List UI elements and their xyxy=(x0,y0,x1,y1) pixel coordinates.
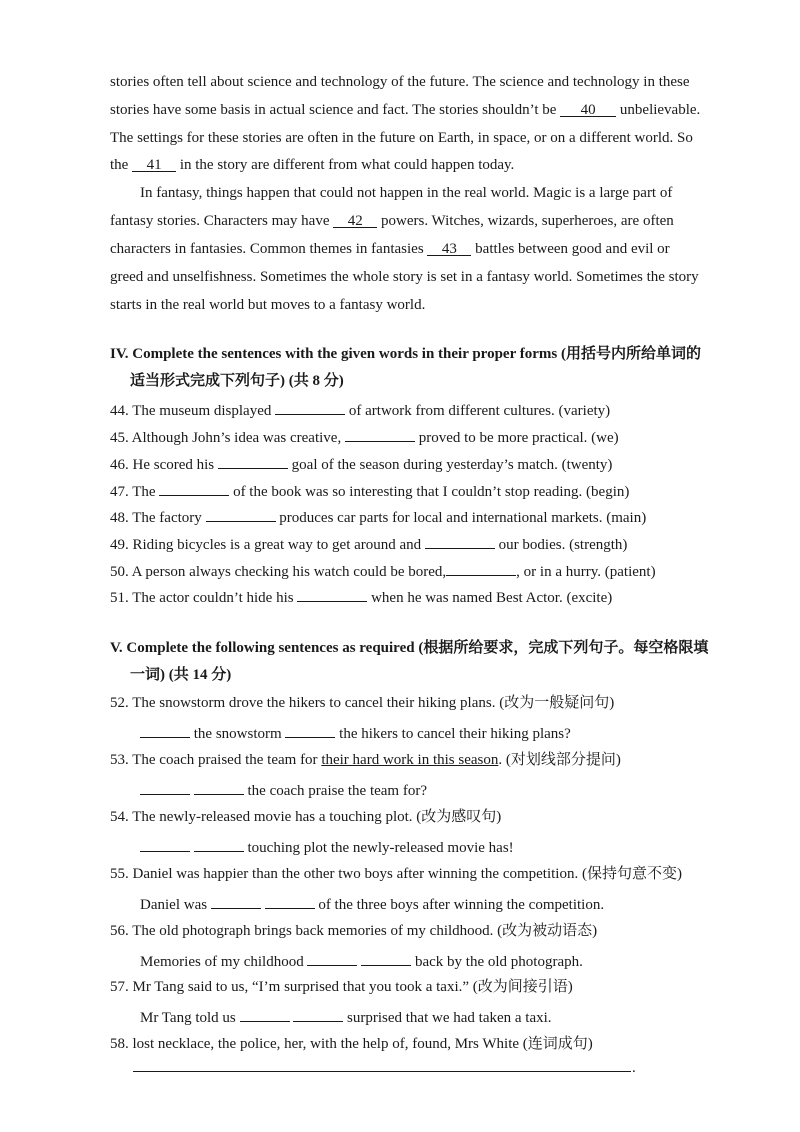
answer-blank[interactable] xyxy=(275,398,345,415)
question-55: 55. Daniel was happier than the other two boys after winning the competition. (保持句意不变) xyxy=(110,866,682,882)
answer-blank[interactable] xyxy=(211,892,261,909)
section-heading: 适当形式完成下列句子) (共 8 分) xyxy=(130,373,344,389)
answer-blank[interactable] xyxy=(159,479,229,496)
question-48: 48. The factory produces car parts for local and international markets. (main) xyxy=(110,505,700,528)
answer-line-57: Mr Tang told us surprised that we had taken a taxi. xyxy=(140,1005,730,1028)
passage-line: The settings for these stories are often in the future on Earth, in space, or on a different world. So xyxy=(110,130,693,146)
blank-41[interactable]: 41 xyxy=(132,155,176,172)
sentence-period: . xyxy=(632,1060,636,1076)
answer-line-56: Memories of my childhood back by the old photograph. xyxy=(140,949,730,972)
question-52: 52. The snowstorm drove the hikers to cancel their hiking plans. (改为一般疑问句) xyxy=(110,695,615,711)
answer-blank[interactable] xyxy=(446,559,516,576)
question-49: 49. Riding bicycles is a great way to get around and our bodies. (strength) xyxy=(110,532,700,555)
answer-blank[interactable] xyxy=(140,835,190,852)
answer-blank[interactable] xyxy=(293,1005,343,1022)
answer-line-58[interactable] xyxy=(133,1070,631,1072)
answer-blank[interactable] xyxy=(140,721,190,738)
question-45: 45. Although John’s idea was creative, proved to be more practical. (we) xyxy=(110,425,700,448)
answer-blank[interactable] xyxy=(361,949,411,966)
question-44: 44. The museum displayed of artwork from different cultures. (variety) xyxy=(110,398,700,421)
answer-blank[interactable] xyxy=(140,778,190,795)
answer-blank[interactable] xyxy=(194,835,244,852)
passage-line: starts in the real world but moves to a fantasy world. xyxy=(110,297,426,313)
question-54: 54. The newly-released movie has a touching plot. (改为感叹句) xyxy=(110,809,502,825)
passage-line: greed and unselfishness. Sometimes the whole story is set in a fantasy world. Sometimes the story xyxy=(110,269,699,285)
passage-line: fantasy stories. Characters may have 42 powers. Witches, wizards, superheroes, are often xyxy=(110,213,674,229)
answer-blank[interactable] xyxy=(425,532,495,549)
answer-line-54: touching plot the newly-released movie has! xyxy=(140,835,730,858)
answer-blank[interactable] xyxy=(218,452,288,469)
underlined-part: their hard work in this season xyxy=(321,752,499,768)
answer-line-55: Daniel was of the three boys after winning the competition. xyxy=(140,892,730,915)
section-heading: V. Complete the following sentences as required (根据所给要求，完成下列句子。每空格限填 xyxy=(110,640,709,656)
passage-line: the 41 in the story are different from what could happen today. xyxy=(110,157,515,173)
answer-blank[interactable] xyxy=(194,778,244,795)
answer-blank[interactable] xyxy=(240,1005,290,1022)
question-47: 47. The of the book was so interesting that I couldn’t stop reading. (begin) xyxy=(110,479,700,502)
question-57: 57. Mr Tang said to us, “I’m surprised that you took a taxi.” (改为间接引语) xyxy=(110,979,573,995)
blank-42[interactable]: 42 xyxy=(333,211,377,228)
question-58: 58. lost necklace, the police, her, with the help of, found, Mrs White (连词成句) xyxy=(110,1036,593,1052)
answer-blank[interactable] xyxy=(345,425,415,442)
question-56: 56. The old photograph brings back memories of my childhood. (改为被动语态) xyxy=(110,923,598,939)
answer-line-53: the coach praise the team for? xyxy=(140,778,730,801)
passage-line: In fantasy, things happen that could not happen in the real world. Magic is a large part of xyxy=(140,185,673,201)
answer-blank[interactable] xyxy=(307,949,357,966)
blank-43[interactable]: 43 xyxy=(427,239,471,256)
question-46: 46. He scored his goal of the season during yesterday’s match. (twenty) xyxy=(110,452,700,475)
question-50: 50. A person always checking his watch could be bored, , or in a hurry. (patient) xyxy=(110,559,700,582)
answer-line-52: the snowstorm the hikers to cancel their hiking plans? xyxy=(140,721,730,744)
answer-blank[interactable] xyxy=(265,892,315,909)
answer-blank[interactable] xyxy=(206,505,276,522)
section-heading: IV. Complete the sentences with the given words in their proper forms (用括号内所给单词的 xyxy=(110,346,701,362)
question-51: 51. The actor couldn’t hide his when he was named Best Actor. (excite) xyxy=(110,585,700,608)
blank-40[interactable]: 40 xyxy=(560,100,616,117)
answer-blank[interactable] xyxy=(285,721,335,738)
section-heading: 一词) (共 14 分) xyxy=(130,667,232,683)
question-53: 53. The coach praised the team for their hard work in this season. (对划线部分提问) xyxy=(110,752,621,768)
passage-line: characters in fantasies. Common themes in fantasies 43 battles between good and evil or xyxy=(110,241,670,257)
passage-line: stories often tell about science and technology of the future. The science and technology in these xyxy=(110,74,690,90)
answer-blank[interactable] xyxy=(297,585,367,602)
passage-line: stories have some basis in actual science and fact. The stories shouldn’t be 40 unbelievable. xyxy=(110,102,701,118)
